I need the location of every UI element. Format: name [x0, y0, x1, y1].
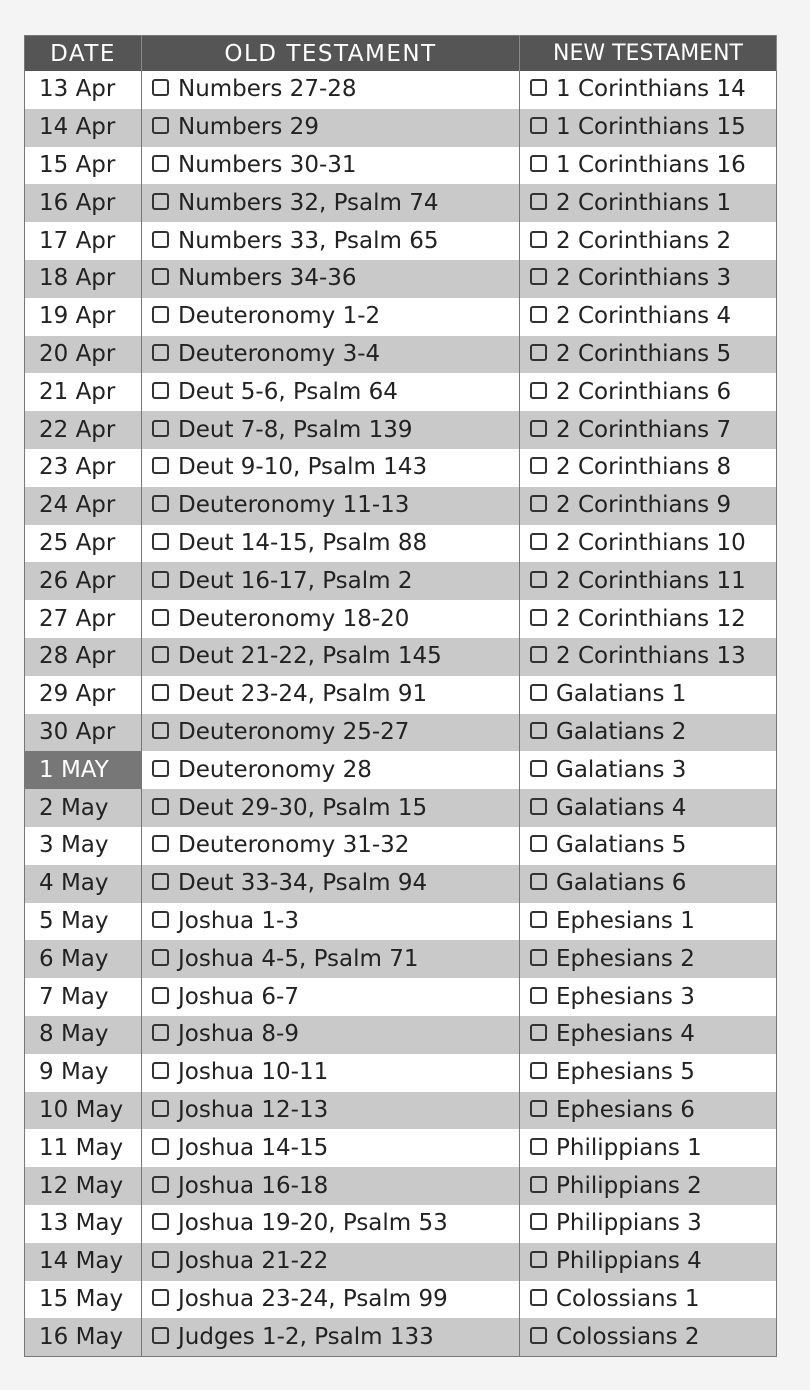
new-testament-cell: [520, 600, 777, 638]
table-row: [25, 1167, 777, 1205]
checkbox[interactable]: [530, 1138, 547, 1155]
reading-plan-body: [25, 71, 777, 1357]
date-cell: 24 Apr: [25, 487, 142, 525]
old-testament-cell: [142, 449, 520, 487]
new-testament-reading: 2 Corinthians 1: [556, 189, 732, 216]
date-cell: 23 Apr: [25, 449, 142, 487]
date-cell: 19 Apr: [25, 298, 142, 336]
new-testament-cell: [520, 1318, 777, 1356]
new-testament-cell: [520, 1016, 777, 1054]
old-testament-cell: [142, 298, 520, 336]
new-testament-cell: [520, 487, 777, 525]
new-testament-cell: [520, 903, 777, 941]
checkbox[interactable]: [152, 495, 169, 512]
old-testament-reading: Deuteronomy 3-4: [178, 340, 381, 367]
date-cell: 25 Apr: [25, 525, 142, 563]
old-testament-cell: [142, 411, 520, 449]
date-cell: 16 May: [25, 1318, 142, 1356]
checkbox[interactable]: [530, 571, 547, 588]
table-row: [25, 1281, 777, 1319]
checkbox[interactable]: [530, 1327, 547, 1344]
table-row: [25, 1016, 777, 1054]
checkbox[interactable]: [152, 571, 169, 588]
date-cell: 29 Apr: [25, 676, 142, 714]
new-testament-reading: 2 Corinthians 3: [556, 265, 732, 292]
table-row: [25, 184, 777, 222]
checkbox[interactable]: [152, 268, 169, 285]
new-testament-cell: [520, 411, 777, 449]
old-testament-reading: Deut 29-30, Psalm 15: [178, 794, 428, 821]
date-cell: 21 Apr: [25, 373, 142, 411]
date-cell: 11 May: [25, 1129, 142, 1167]
new-testament-reading: Ephesians 6: [556, 1096, 695, 1123]
new-testament-reading: Ephesians 1: [556, 907, 695, 934]
new-testament-reading: Philippians 4: [556, 1248, 702, 1275]
new-testament-cell: [520, 222, 777, 260]
old-testament-reading: Joshua 14-15: [178, 1134, 329, 1161]
new-testament-reading: Galatians 2: [556, 718, 687, 745]
date-cell: 18 Apr: [25, 260, 142, 298]
checkbox[interactable]: [530, 798, 547, 815]
old-testament-reading: Joshua 6-7: [178, 983, 299, 1010]
checkbox[interactable]: [152, 798, 169, 815]
table-row: [25, 1318, 777, 1356]
table-row: [25, 222, 777, 260]
new-testament-reading: Ephesians 3: [556, 983, 695, 1010]
new-testament-cell: [520, 1092, 777, 1130]
checkbox[interactable]: [530, 231, 547, 248]
checkbox[interactable]: [152, 949, 169, 966]
new-testament-cell: [520, 336, 777, 374]
old-testament-cell: [142, 222, 520, 260]
date-cell: 12 May: [25, 1167, 142, 1205]
checkbox[interactable]: [530, 533, 547, 550]
old-testament-reading: Deut 5-6, Psalm 64: [178, 378, 398, 405]
old-testament-reading: Numbers 32, Psalm 74: [178, 189, 439, 216]
checkbox[interactable]: [530, 495, 547, 512]
new-testament-cell: [520, 109, 777, 147]
new-testament-reading: 1 Corinthians 16: [556, 151, 746, 178]
checkbox[interactable]: [530, 382, 547, 399]
checkbox[interactable]: [152, 344, 169, 361]
checkbox[interactable]: [530, 1100, 547, 1117]
old-testament-reading: Numbers 34-36: [178, 265, 357, 292]
date-cell: 5 May: [25, 903, 142, 941]
new-testament-cell: [520, 1281, 777, 1319]
old-testament-reading: Joshua 4-5, Psalm 71: [178, 945, 419, 972]
old-testament-cell: [142, 827, 520, 865]
old-testament-reading: Deut 9-10, Psalm 143: [178, 454, 428, 481]
checkbox[interactable]: [530, 760, 547, 777]
checkbox[interactable]: [152, 684, 169, 701]
old-testament-cell: [142, 1129, 520, 1167]
checkbox[interactable]: [152, 1327, 169, 1344]
new-testament-cell: [520, 562, 777, 600]
checkbox[interactable]: [530, 873, 547, 890]
old-testament-cell: [142, 865, 520, 903]
checkbox[interactable]: [530, 420, 547, 437]
checkbox[interactable]: [530, 949, 547, 966]
new-testament-cell: [520, 260, 777, 298]
checkbox[interactable]: [530, 1024, 547, 1041]
checkbox[interactable]: [530, 193, 547, 210]
checkbox[interactable]: [530, 1213, 547, 1230]
table-row: [25, 751, 777, 789]
checkbox[interactable]: [152, 193, 169, 210]
old-testament-cell: [142, 714, 520, 752]
old-testament-cell: [142, 109, 520, 147]
checkbox[interactable]: [152, 420, 169, 437]
old-testament-cell: [142, 1281, 520, 1319]
table-row: [25, 449, 777, 487]
table-row: [25, 525, 777, 563]
new-testament-cell: [520, 147, 777, 185]
table-row: [25, 676, 777, 714]
old-testament-cell: [142, 1092, 520, 1130]
date-cell: 20 Apr: [25, 336, 142, 374]
checkbox[interactable]: [152, 306, 169, 323]
old-testament-reading: Joshua 1-3: [178, 907, 299, 934]
new-testament-reading: Philippians 2: [556, 1172, 702, 1199]
new-testament-reading: 2 Corinthians 5: [556, 340, 732, 367]
date-cell: 8 May: [25, 1016, 142, 1054]
new-testament-reading: Colossians 1: [556, 1285, 700, 1312]
checkbox[interactable]: [530, 344, 547, 361]
table-row: [25, 1243, 777, 1281]
old-testament-reading: Deut 16-17, Psalm 2: [178, 567, 413, 594]
header-row: [25, 36, 777, 72]
checkbox[interactable]: [152, 1213, 169, 1230]
old-testament-cell: [142, 676, 520, 714]
old-testament-reading: Numbers 33, Psalm 65: [178, 227, 439, 254]
checkbox[interactable]: [530, 1176, 547, 1193]
checkbox[interactable]: [152, 1024, 169, 1041]
date-cell: 30 Apr: [25, 714, 142, 752]
date-cell: 16 Apr: [25, 184, 142, 222]
new-testament-cell: [520, 940, 777, 978]
old-testament-reading: Joshua 8-9: [178, 1021, 299, 1048]
old-testament-column-header: OLD TESTAMENT: [142, 36, 520, 72]
date-cell: 26 Apr: [25, 562, 142, 600]
new-testament-reading: Colossians 2: [556, 1323, 700, 1350]
new-testament-reading: Ephesians 2: [556, 945, 695, 972]
old-testament-cell: [142, 789, 520, 827]
old-testament-cell: [142, 1318, 520, 1356]
date-cell: 6 May: [25, 940, 142, 978]
new-testament-cell: [520, 1243, 777, 1281]
table-row: [25, 71, 777, 109]
new-testament-reading: 2 Corinthians 9: [556, 492, 732, 519]
old-testament-cell: [142, 71, 520, 109]
old-testament-cell: [142, 903, 520, 941]
checkbox[interactable]: [530, 306, 547, 323]
new-testament-reading: 2 Corinthians 12: [556, 605, 746, 632]
table-row: [25, 487, 777, 525]
new-testament-reading: 2 Corinthians 2: [556, 227, 732, 254]
old-testament-reading: Deuteronomy 1-2: [178, 303, 381, 330]
new-testament-cell: [520, 449, 777, 487]
table-row: [25, 1205, 777, 1243]
old-testament-cell: [142, 336, 520, 374]
new-testament-cell: [520, 676, 777, 714]
new-testament-cell: [520, 373, 777, 411]
old-testament-cell: [142, 525, 520, 563]
table-row: [25, 298, 777, 336]
new-testament-cell: [520, 751, 777, 789]
old-testament-reading: Numbers 30-31: [178, 151, 357, 178]
table-row: [25, 978, 777, 1016]
table-row: [25, 260, 777, 298]
table-row: [25, 1054, 777, 1092]
table-row: [25, 1092, 777, 1130]
new-testament-cell: [520, 184, 777, 222]
date-cell: 15 May: [25, 1281, 142, 1319]
old-testament-reading: Numbers 29: [178, 114, 319, 141]
checkbox[interactable]: [152, 911, 169, 928]
table-row: [25, 638, 777, 676]
old-testament-cell: [142, 260, 520, 298]
checkbox[interactable]: [152, 1138, 169, 1155]
old-testament-cell: [142, 487, 520, 525]
old-testament-reading: Joshua 10-11: [178, 1059, 329, 1086]
checkbox[interactable]: [152, 533, 169, 550]
old-testament-cell: [142, 638, 520, 676]
checkbox[interactable]: [530, 684, 547, 701]
table-row: [25, 1129, 777, 1167]
new-testament-cell: [520, 789, 777, 827]
date-cell: 13 May: [25, 1205, 142, 1243]
table-row: [25, 827, 777, 865]
date-cell: 27 Apr: [25, 600, 142, 638]
table-row: [25, 865, 777, 903]
old-testament-reading: Joshua 19-20, Psalm 53: [178, 1210, 448, 1237]
old-testament-cell: [142, 1205, 520, 1243]
checkbox[interactable]: [152, 79, 169, 96]
old-testament-reading: Judges 1-2, Psalm 133: [178, 1323, 434, 1350]
checkbox[interactable]: [152, 117, 169, 134]
checkbox[interactable]: [152, 1289, 169, 1306]
table-row: [25, 373, 777, 411]
date-cell: 7 May: [25, 978, 142, 1016]
checkbox[interactable]: [152, 382, 169, 399]
old-testament-cell: [142, 751, 520, 789]
checkbox[interactable]: [152, 835, 169, 852]
checkbox[interactable]: [530, 117, 547, 134]
new-testament-reading: 2 Corinthians 7: [556, 416, 732, 443]
table-row: [25, 714, 777, 752]
checkbox[interactable]: [530, 609, 547, 626]
date-cell: 10 May: [25, 1092, 142, 1130]
old-testament-cell: [142, 940, 520, 978]
table-row: [25, 336, 777, 374]
old-testament-cell: [142, 978, 520, 1016]
date-cell: 3 May: [25, 827, 142, 865]
checkbox[interactable]: [152, 987, 169, 1004]
old-testament-reading: Deuteronomy 25-27: [178, 718, 410, 745]
old-testament-reading: Deut 7-8, Psalm 139: [178, 416, 413, 443]
old-testament-cell: [142, 373, 520, 411]
checkbox[interactable]: [530, 268, 547, 285]
old-testament-reading: Deut 14-15, Psalm 88: [178, 529, 428, 556]
date-cell: 14 May: [25, 1243, 142, 1281]
checkbox[interactable]: [530, 835, 547, 852]
new-testament-reading: 2 Corinthians 10: [556, 529, 746, 556]
reading-plan-table: [24, 35, 777, 1357]
old-testament-reading: Deuteronomy 11-13: [178, 492, 410, 519]
new-testament-reading: Philippians 3: [556, 1210, 702, 1237]
date-cell: 9 May: [25, 1054, 142, 1092]
new-testament-cell: [520, 71, 777, 109]
checkbox[interactable]: [152, 760, 169, 777]
new-testament-cell: [520, 714, 777, 752]
new-testament-cell: [520, 298, 777, 336]
checkbox[interactable]: [152, 609, 169, 626]
date-cell: 17 Apr: [25, 222, 142, 260]
checkbox[interactable]: [152, 1100, 169, 1117]
checkbox[interactable]: [530, 911, 547, 928]
old-testament-reading: Joshua 21-22: [178, 1248, 329, 1275]
old-testament-cell: [142, 1243, 520, 1281]
checkbox[interactable]: [152, 231, 169, 248]
new-testament-cell: [520, 525, 777, 563]
date-cell: 15 Apr: [25, 147, 142, 185]
old-testament-reading: Deut 21-22, Psalm 145: [178, 643, 442, 670]
table-row: [25, 411, 777, 449]
checkbox[interactable]: [530, 987, 547, 1004]
old-testament-cell: [142, 562, 520, 600]
checkbox[interactable]: [152, 155, 169, 172]
table-row: [25, 109, 777, 147]
new-testament-reading: 1 Corinthians 14: [556, 76, 746, 103]
old-testament-reading: Joshua 16-18: [178, 1172, 329, 1199]
new-testament-reading: 2 Corinthians 6: [556, 378, 732, 405]
new-testament-reading: Ephesians 4: [556, 1021, 695, 1048]
date-cell: 1 MAY: [25, 751, 142, 789]
table-row: [25, 940, 777, 978]
table-row: [25, 903, 777, 941]
new-testament-cell: [520, 1054, 777, 1092]
checkbox[interactable]: [530, 1062, 547, 1079]
new-testament-reading: Galatians 1: [556, 681, 687, 708]
old-testament-reading: Deuteronomy 28: [178, 756, 372, 783]
checkbox[interactable]: [152, 646, 169, 663]
date-cell: 22 Apr: [25, 411, 142, 449]
new-testament-reading: Galatians 4: [556, 794, 687, 821]
checkbox[interactable]: [152, 1176, 169, 1193]
checkbox[interactable]: [530, 646, 547, 663]
old-testament-reading: Deut 23-24, Psalm 91: [178, 681, 428, 708]
new-testament-cell: [520, 1167, 777, 1205]
new-testament-column-header: NEW TESTAMENT: [520, 36, 777, 72]
date-cell: 14 Apr: [25, 109, 142, 147]
new-testament-reading: 2 Corinthians 4: [556, 303, 732, 330]
checkbox[interactable]: [152, 1251, 169, 1268]
checkbox[interactable]: [152, 1062, 169, 1079]
new-testament-reading: 2 Corinthians 13: [556, 643, 746, 670]
new-testament-reading: 2 Corinthians 11: [556, 567, 746, 594]
date-cell: 13 Apr: [25, 71, 142, 109]
new-testament-cell: [520, 978, 777, 1016]
table-row: [25, 147, 777, 185]
old-testament-cell: [142, 1167, 520, 1205]
new-testament-reading: Galatians 6: [556, 870, 687, 897]
new-testament-reading: Ephesians 5: [556, 1059, 695, 1086]
checkbox[interactable]: [152, 873, 169, 890]
new-testament-reading: Galatians 3: [556, 756, 687, 783]
new-testament-cell: [520, 638, 777, 676]
old-testament-cell: [142, 1054, 520, 1092]
old-testament-cell: [142, 1016, 520, 1054]
checkbox[interactable]: [530, 722, 547, 739]
date-cell: 4 May: [25, 865, 142, 903]
date-cell: 28 Apr: [25, 638, 142, 676]
old-testament-cell: [142, 600, 520, 638]
new-testament-reading: Galatians 5: [556, 832, 687, 859]
checkbox[interactable]: [530, 79, 547, 96]
old-testament-reading: Deut 33-34, Psalm 94: [178, 870, 428, 897]
table-row: [25, 562, 777, 600]
old-testament-reading: Joshua 23-24, Psalm 99: [178, 1285, 448, 1312]
new-testament-cell: [520, 1205, 777, 1243]
date-column-header: DATE: [25, 36, 142, 72]
new-testament-cell: [520, 827, 777, 865]
old-testament-reading: Numbers 27-28: [178, 76, 357, 103]
old-testament-reading: Deuteronomy 18-20: [178, 605, 410, 632]
checkbox[interactable]: [530, 457, 547, 474]
old-testament-reading: Deuteronomy 31-32: [178, 832, 410, 859]
new-testament-reading: 1 Corinthians 15: [556, 114, 746, 141]
checkbox[interactable]: [530, 1289, 547, 1306]
old-testament-reading: Joshua 12-13: [178, 1096, 329, 1123]
new-testament-reading: Philippians 1: [556, 1134, 702, 1161]
checkbox[interactable]: [530, 1251, 547, 1268]
new-testament-cell: [520, 1129, 777, 1167]
checkbox[interactable]: [152, 457, 169, 474]
table-row: [25, 789, 777, 827]
date-cell: 2 May: [25, 789, 142, 827]
new-testament-cell: [520, 865, 777, 903]
old-testament-cell: [142, 147, 520, 185]
checkbox[interactable]: [530, 155, 547, 172]
checkbox[interactable]: [152, 722, 169, 739]
table-row: [25, 600, 777, 638]
old-testament-cell: [142, 184, 520, 222]
new-testament-reading: 2 Corinthians 8: [556, 454, 732, 481]
